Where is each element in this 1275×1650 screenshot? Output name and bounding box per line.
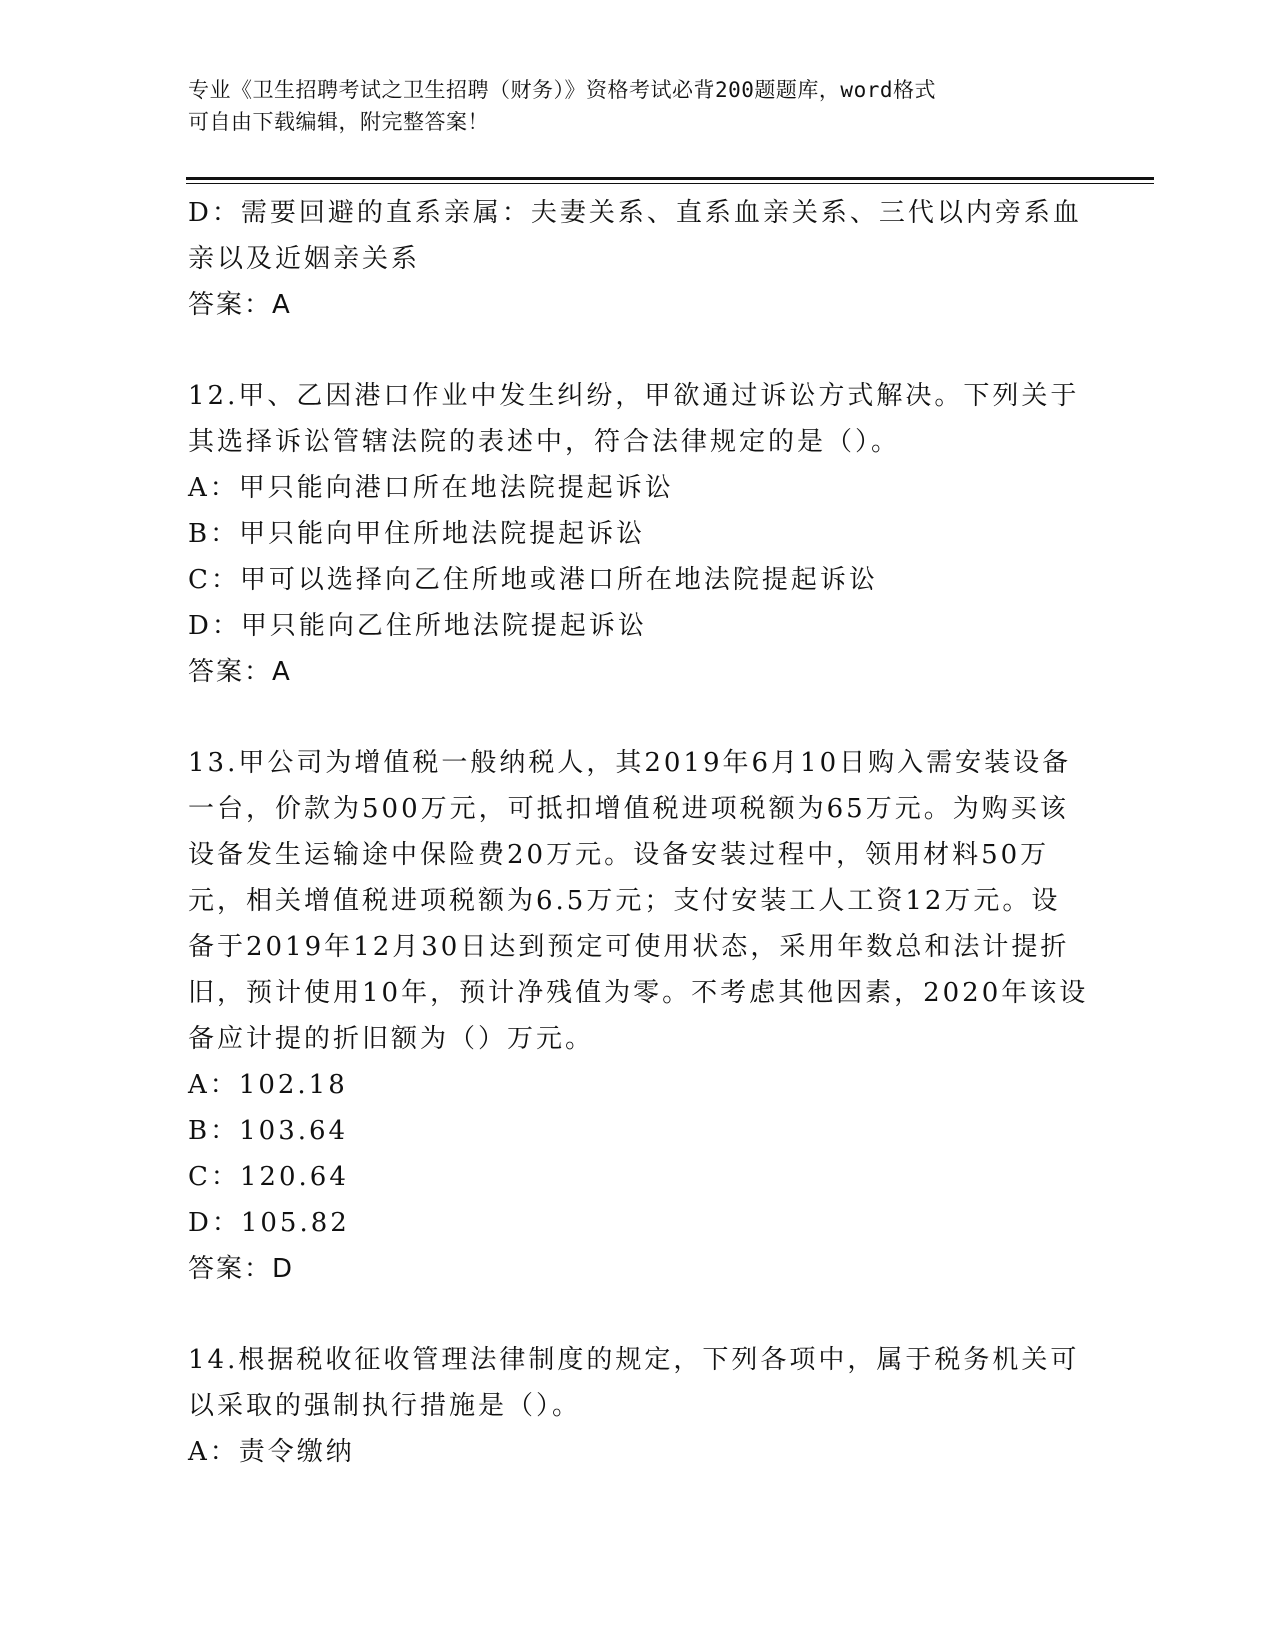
option-a: A：102.18	[188, 1070, 348, 1100]
question-stem-line-6: 旧，预计使用10年，预计净残值为零。不考虑其他因素，2020年该设	[188, 978, 1089, 1008]
question-stem-line-1: 12.甲、乙因港口作业中发生纠纷，甲欲通过诉讼方式解决。下列关于	[188, 381, 1080, 411]
option-b: B：103.64	[188, 1116, 349, 1146]
question-stem-line-2: 以采取的强制执行措施是（）。	[188, 1391, 582, 1421]
spacer	[188, 695, 1088, 740]
question-stem-line-5: 备于2019年12月30日达到预定可使用状态，采用年数总和法计提折	[188, 932, 1070, 962]
header-divider-thin	[186, 183, 1154, 184]
question-11-tail	[188, 190, 1088, 328]
answer-line: 答案：D	[188, 1254, 295, 1284]
question-12	[188, 373, 1088, 695]
question-stem-line-3: 设备发生运输途中保险费20万元。设备安装过程中，领用材料50万	[188, 840, 1050, 870]
header-divider-thick	[186, 177, 1154, 180]
option-c: C：120.64	[188, 1162, 349, 1192]
spacer	[188, 328, 1088, 373]
option-b: B：甲只能向甲住所地法院提起诉讼	[188, 519, 646, 549]
answer-line: 答案：A	[188, 290, 292, 320]
question-stem-line-7: 备应计提的折旧额为（）万元。	[188, 1024, 595, 1054]
question-stem-line-2: 一台，价款为500万元，可抵扣增值税进项税额为65万元。为购买该	[188, 794, 1069, 824]
option-a: A：责令缴纳	[188, 1437, 355, 1467]
question-stem-line-2: 其选择诉讼管辖法院的表述中，符合法律规定的是（）。	[188, 427, 901, 457]
question-stem-line-1: 13.甲公司为增值税一般纳税人，其2019年6月10日购入需安装设备	[188, 748, 1072, 778]
spacer	[188, 1292, 1088, 1337]
option-d-line-1: D：需要回避的直系亲属：夫妻关系、直系血亲关系、三代以内旁系血	[188, 198, 1082, 228]
question-stem-line-1: 14.根据税收征收管理法律制度的规定，下列各项中，属于税务机关可	[188, 1345, 1080, 1375]
header-title-line-1: 专业《卫生招聘考试之卫生招聘（财务）》资格考试必背200题题库，word格式	[188, 78, 936, 102]
question-content	[188, 190, 1088, 1475]
question-stem-line-4: 元，相关增值税进项税额为6.5万元；支付安装工人工资12万元。设	[188, 886, 1061, 916]
option-d: D：105.82	[188, 1208, 350, 1238]
question-14	[188, 1337, 1088, 1475]
document-header	[188, 74, 1108, 138]
option-c: C：甲可以选择向乙住所地或港口所在地法院提起诉讼	[188, 565, 878, 595]
header-title-line-2: 可自由下载编辑，附完整答案！	[188, 110, 489, 134]
question-13	[188, 740, 1088, 1292]
option-d-line-2: 亲以及近姻亲关系	[188, 244, 421, 274]
answer-line: 答案：A	[188, 657, 292, 687]
option-d: D：甲只能向乙住所地法院提起诉讼	[188, 611, 647, 641]
option-a: A：甲只能向港口所在地法院提起诉讼	[188, 473, 674, 503]
